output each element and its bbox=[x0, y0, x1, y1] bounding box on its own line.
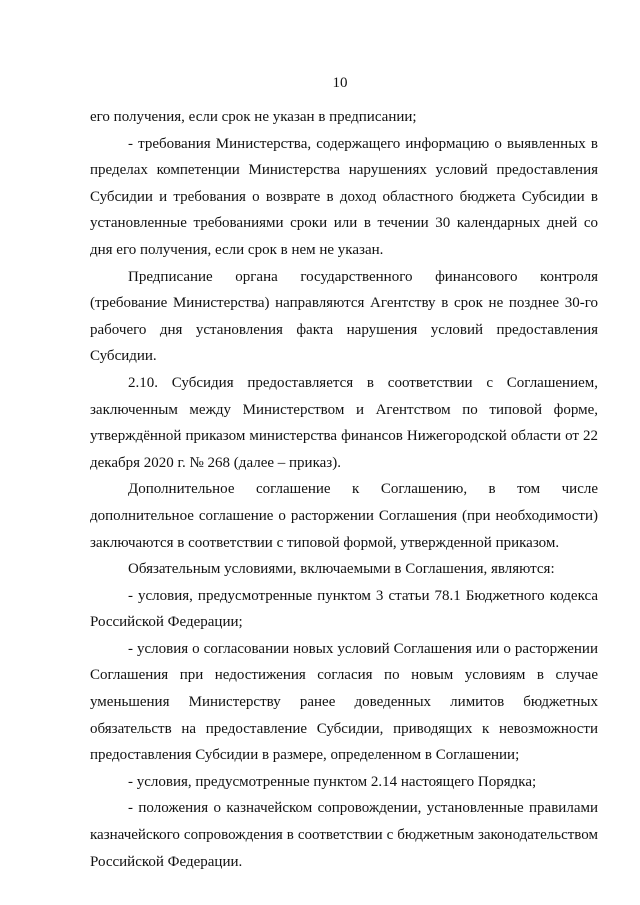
paragraph-2: - требования Министерства, содержащего информацию о выявленных в пределах компетенции Министерства нарушениях условий предоставления Субсидии и требования о возврате в доход областного бюджета Субсидии в установленные требованиями сроки или в течении 30 календарных дней со дня его получения, если срок в нем не указан. bbox=[90, 135, 598, 258]
paragraph-4: 2.10. Субсидия предоставляется в соответствии с Соглашением, заключенным между Министерством и Агентством по типовой форме, утверждённой приказом министерства финансов Нижегородской области от 22 декабря 2020 г. № 268 (далее – приказ). bbox=[90, 374, 598, 471]
paragraph-1: его получения, если срок не указан в предписании; bbox=[90, 109, 417, 125]
paragraph-6: Обязательным условиями, включаемыми в Соглашения, являются: bbox=[128, 561, 555, 578]
page-number: 10 bbox=[332, 75, 348, 91]
paragraph-9: - условия, предусмотренные пунктом 2.14 настоящего Порядка; bbox=[128, 773, 537, 790]
document-body bbox=[90, 104, 598, 875]
paragraph-3: Предписание органа государственного финансового контроля (требование Министерства) направляются Агентству в срок не позднее 30-го рабочего дня установления факта нарушения условий предоставления Субсидии. bbox=[90, 268, 598, 365]
paragraph-10: - положения о казначейском сопровождении, установленные правилами казначейского сопровождения в соответствии с бюджетным законодательством Российской Федерации. bbox=[90, 800, 598, 870]
paragraph-5: Дополнительное соглашение к Соглашению, в том числе дополнительное соглашение о расторжении Соглашения (при необходимости) заключаются в соответствии с типовой формой, утвержденной приказом. bbox=[90, 481, 598, 551]
paragraph-7: - условия, предусмотренные пунктом 3 статьи 78.1 Бюджетного кодекса Российской Федерации; bbox=[90, 587, 598, 631]
paragraph-8: - условия о согласовании новых условий Соглашения или о расторжении Соглашения при недостижения согласия по новым условиям в случае уменьшения Министерству ранее доведенных лимитов бюджетных обязательств на предоставление Субсидии, приводящих к невозможности предоставления Субсидии в размере, определенном в Соглашении; bbox=[90, 640, 598, 764]
